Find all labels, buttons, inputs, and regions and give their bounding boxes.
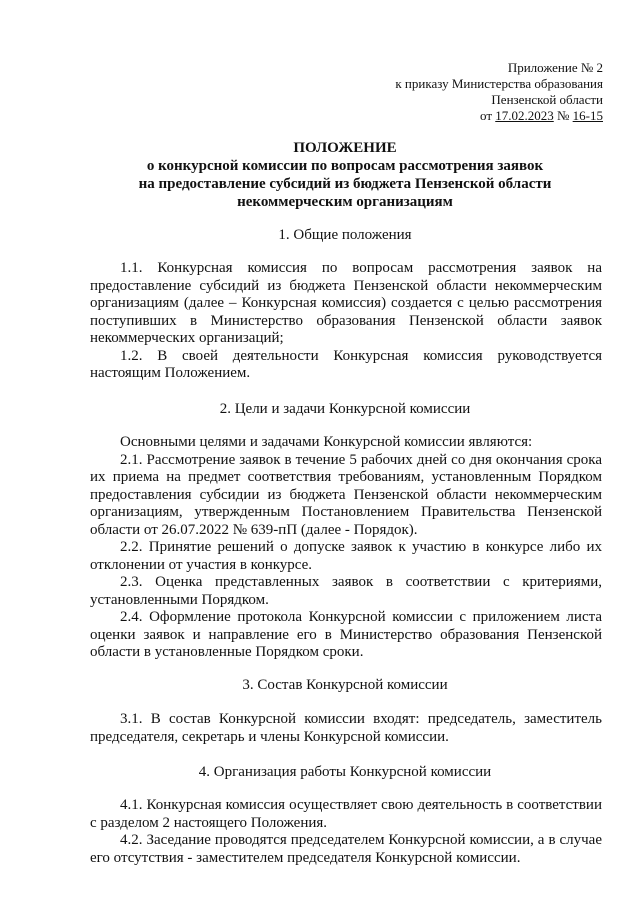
number-prefix: № xyxy=(553,108,573,123)
clause-4-1: 4.1. Конкурсная комиссия осуществляет свою деятельность в соответствии с разделом 2 настоящего Положения. xyxy=(90,797,602,831)
order-reference: к приказу Министерства образования xyxy=(395,76,603,91)
section-3-body xyxy=(90,711,602,746)
clause-2-2: 2.2. Принятие решений о допуске заявок к участию в конкурсе либо их отклонении от участия в конкурсе. xyxy=(90,539,602,573)
clause-2-4: 2.4. Оформление протокола Конкурсной комиссии с приложением листа оценки заявок и направление его в Министерство образования Пензенской области в установленные Порядком сроки. xyxy=(90,609,602,660)
clause-3-1: 3.1. В состав Конкурсной комиссии входят: председатель, заместитель председателя, секретарь и члены Конкурсной комиссии. xyxy=(90,711,602,745)
section-2-body xyxy=(90,434,602,662)
region-name: Пензенской области xyxy=(491,92,603,107)
section-1-body xyxy=(90,260,602,383)
order-date-line xyxy=(395,108,603,124)
document-title xyxy=(90,139,600,211)
appendix-header xyxy=(395,60,603,124)
title-line-3: некоммерческим организациям xyxy=(237,194,453,210)
order-number: 16-15 xyxy=(572,108,603,123)
order-date: 17.02.2023 xyxy=(495,108,554,123)
section-2-heading: 2. Цели и задачи Конкурсной комиссии xyxy=(219,401,471,417)
section-2-intro: Основными целями и задачами Конкурсной комиссии являются: xyxy=(120,434,533,450)
title-line-2: на предоставление субсидий из бюджета Пензенской области xyxy=(138,176,552,192)
section-1-heading: 1. Общие положения xyxy=(278,227,412,243)
date-prefix: от xyxy=(479,108,496,123)
clause-2-1: 2.1. Рассмотрение заявок в течение 5 рабочих дней со дня окончания срока их приема на предмет соответствия требованиям, установленным Порядком предоставления субсидии из бюджета Пензенской области некоммерческим организациям, утвержденным Постановлением Правительства Пензенской области от 26.07.2022 № 639-пП (далее - Порядок). xyxy=(90,451,602,538)
clause-1-1: 1.1. Конкурсная комиссия по вопросам рассмотрения заявок на предоставление субсидий из бюджета Пензенской области некоммерческим организациям (далее – Конкурсная комиссия) создается с целью рассмотрения поступивших в Министерство образования Пензенской области заявок некоммерческих организаций; xyxy=(90,260,602,346)
clause-1-2: 1.2. В своей деятельности Конкурсная комиссия руководствуется настоящим Положением. xyxy=(90,347,602,381)
section-4-heading: 4. Организация работы Конкурсной комиссии xyxy=(198,764,492,780)
section-4-body xyxy=(90,797,602,867)
clause-2-3: 2.3. Оценка представленных заявок в соответствии с критериями, установленными Порядком. xyxy=(90,574,602,608)
appendix-number: Приложение № 2 xyxy=(507,60,603,75)
title-main: ПОЛОЖЕНИЕ xyxy=(293,140,397,156)
clause-4-2: 4.2. Заседание проводятся председателем Конкурсной комиссии, а в случае его отсутствия - заместителем председателя Конкурсной комиссии. xyxy=(90,832,602,866)
section-3-heading: 3. Состав Конкурсной комиссии xyxy=(242,677,448,693)
title-line-1: о конкурсной комиссии по вопросам рассмотрения заявок xyxy=(146,158,544,174)
